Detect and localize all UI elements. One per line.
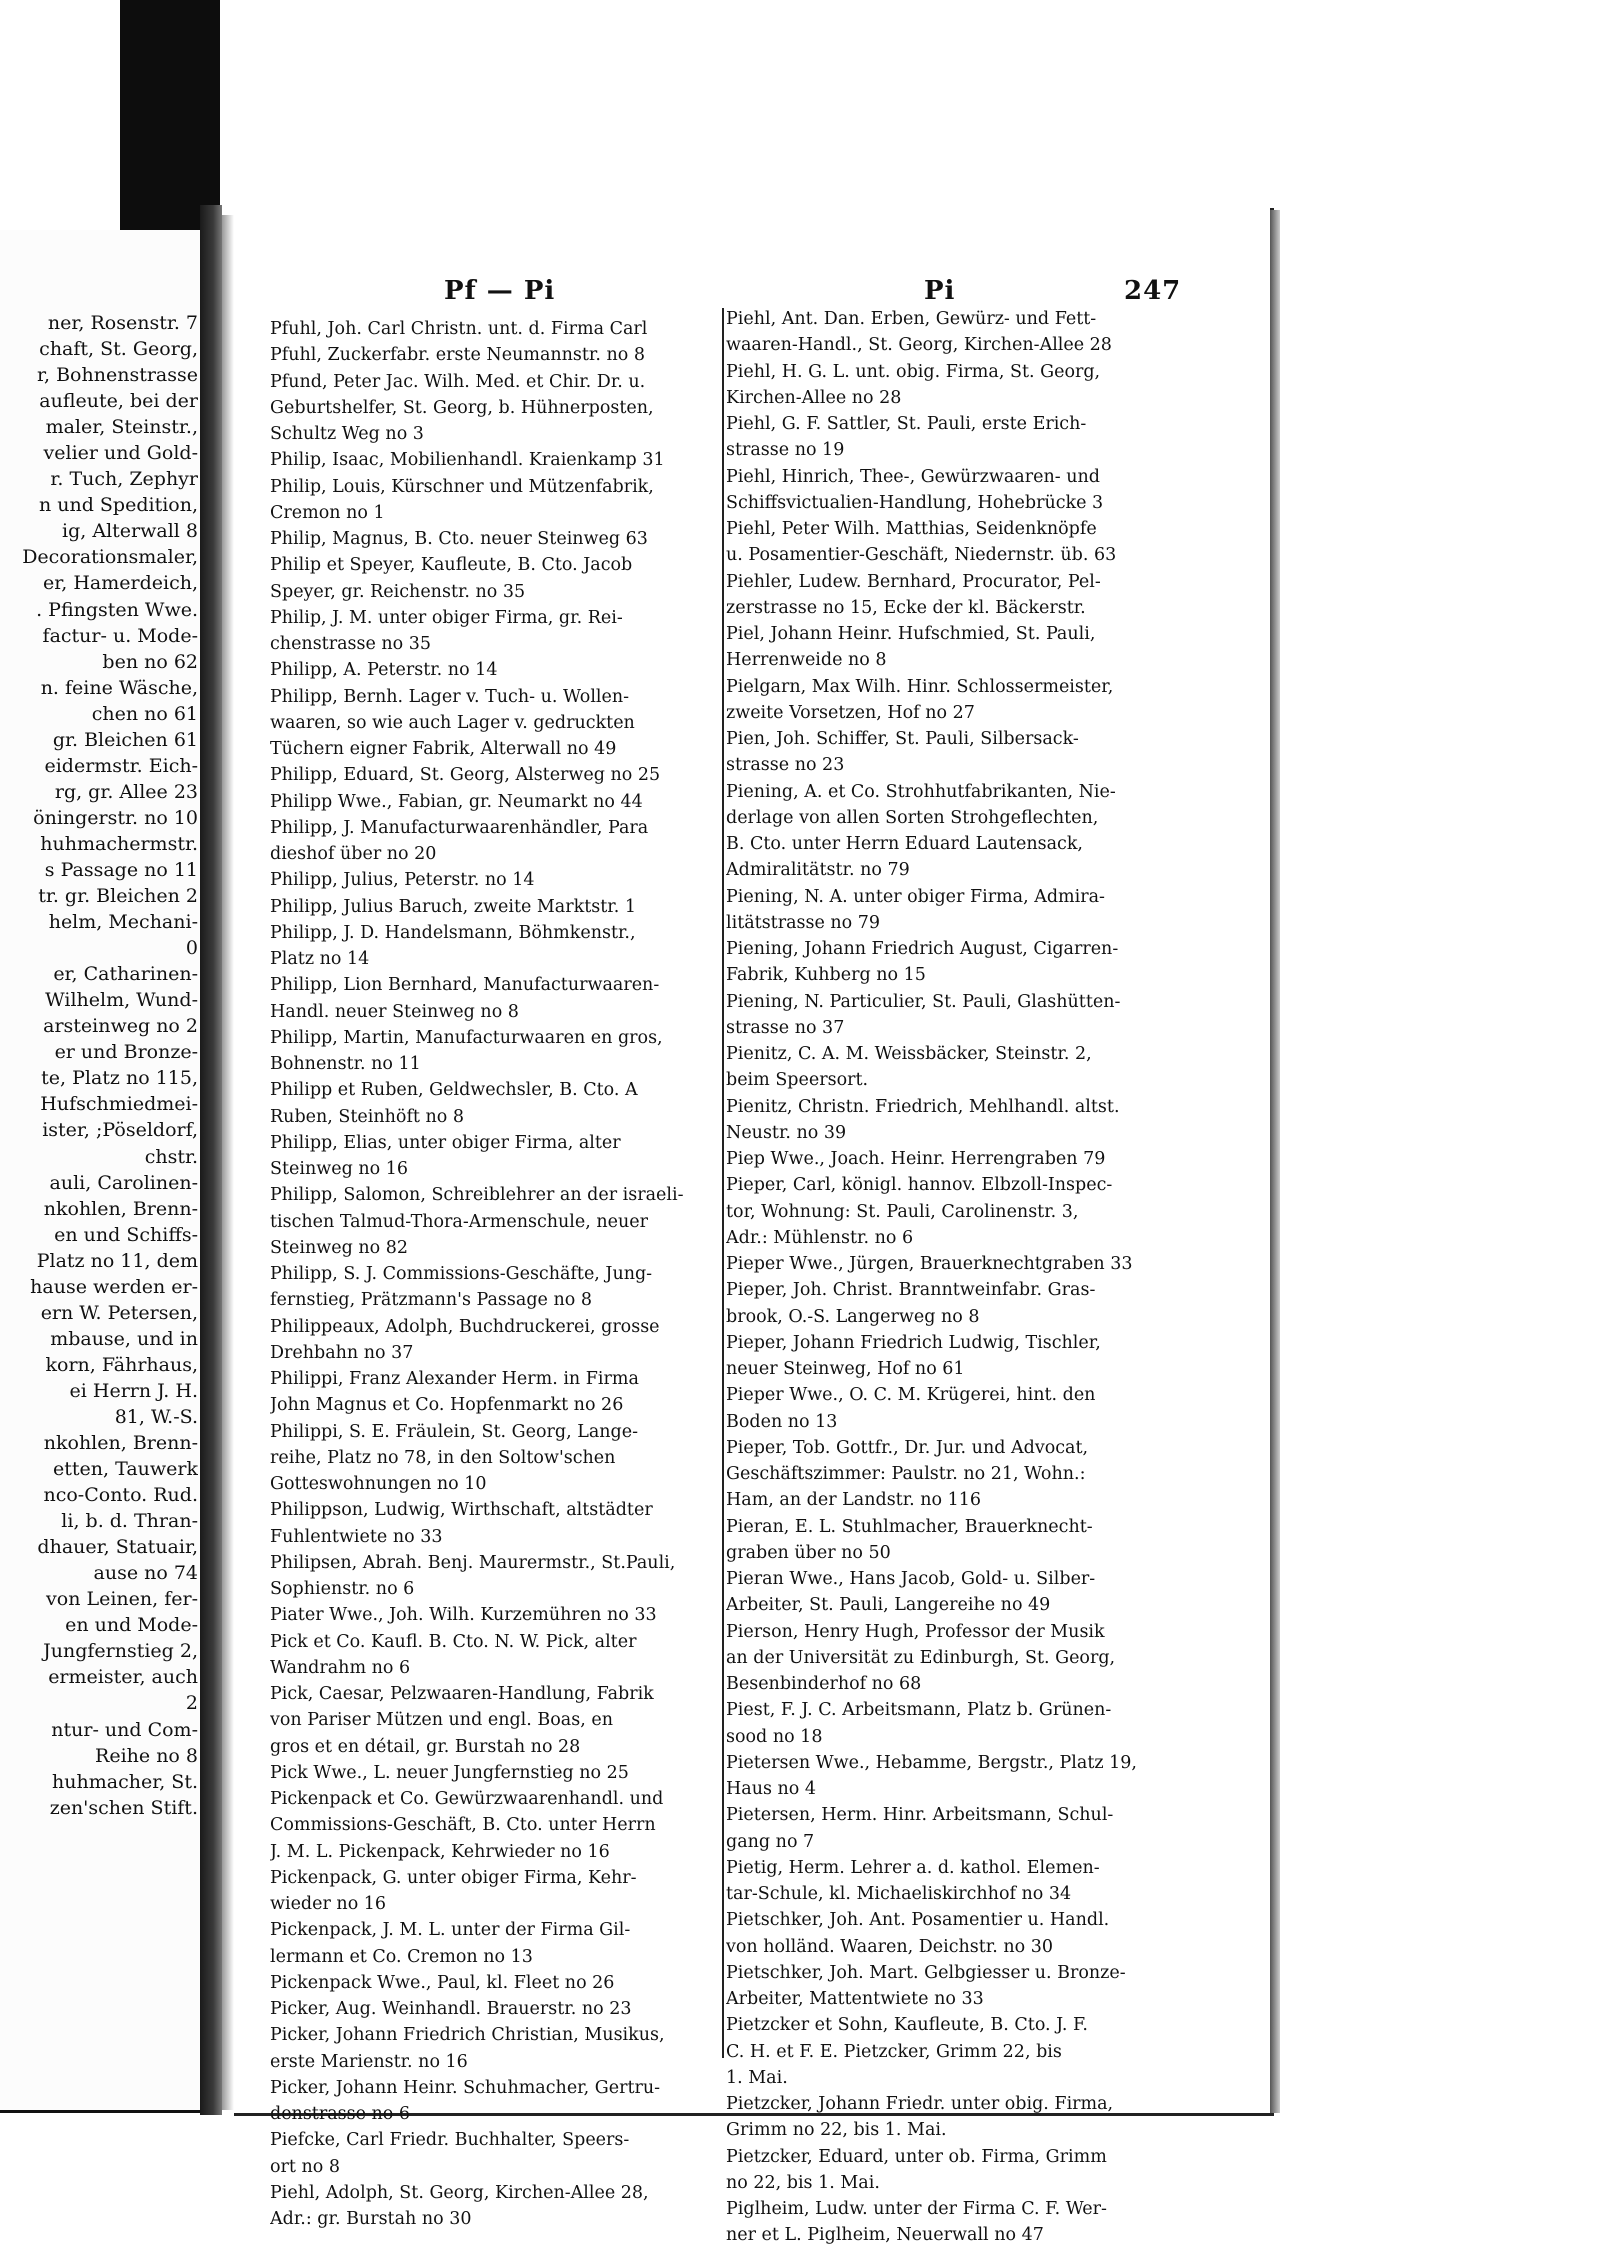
directory-entry-line: strasse no 23 [726, 755, 845, 776]
directory-entry-line: Tüchern eigner Fabrik, Alterwall no 49 [270, 739, 617, 759]
directory-entry-line: Haus no 4 [726, 1779, 817, 1799]
left-fragment-line: mbause, und in [50, 1327, 198, 1350]
left-fragment-line: huhmachermstr. [40, 832, 198, 855]
directory-entry-line: Piehl, Adolph, St. Georg, Kirchen-Allee 28, [270, 2182, 649, 2203]
left-fragment-line: en und Mode- [65, 1614, 198, 1637]
directory-entry-line: reihe, Platz no 78, in den Soltow'schen [270, 1447, 616, 1468]
directory-entry-line: Drehbahn no 37 [270, 1342, 414, 1363]
directory-entry-line: ort no 8 [270, 2156, 340, 2177]
directory-entry-line: Philip, Magnus, B. Cto. neuer Steinweg 63 [270, 529, 648, 549]
left-fragment-line: li, b. d. Thran- [61, 1510, 198, 1533]
directory-entry-line: Platz no 14 [270, 949, 370, 969]
left-fragment-line: Reihe no 8 [95, 1744, 198, 1767]
directory-entry-line: Piefcke, Carl Friedr. Buchhalter, Speers- [270, 2130, 630, 2151]
directory-entry-line: tar-Schule, kl. Michaeliskirchhof no 34 [726, 1884, 1072, 1904]
directory-entry-line: Philip et Speyer, Kaufleute, B. Cto. Jacob [270, 555, 633, 576]
left-fragment-line: korn, Fährhaus, [45, 1353, 198, 1376]
left-fragment-line: n und Spedition, [38, 494, 198, 517]
directory-entry-line: gros et en détail, gr. Burstah no 28 [270, 1736, 581, 1757]
directory-entry-line: Pietig, Herm. Lehrer a. d. kathol. Elemen- [726, 1857, 1100, 1878]
directory-entry-line: Admiralitätstr. no 79 [726, 860, 910, 881]
directory-entry-line: Pieper, Johann Friedrich Ludwig, Tischler, [726, 1332, 1101, 1353]
left-fragment-line: ause no 74 [93, 1562, 198, 1585]
directory-entry-line: Philip, J. M. unter obiger Firma, gr. Rei- [270, 607, 623, 628]
directory-entry-line: Piening, N. A. unter obiger Firma, Admira- [726, 886, 1105, 907]
directory-entry-line: Pfuhl, Zuckerfabr. erste Neumannstr. no 8 [270, 345, 646, 366]
left-fragment-line: n. feine Wäsche, [40, 676, 198, 699]
left-page-lines [4, 310, 198, 1821]
directory-entry-line: Pieran, E. L. Stuhlmacher, Brauerknecht- [726, 1516, 1093, 1537]
left-fragment-line: factur- u. Mode- [42, 624, 198, 647]
directory-entry-line: Piehl, Hinrich, Thee-, Gewürzwaaren- und [726, 466, 1100, 487]
directory-entry-line: Pickenpack Wwe., Paul, kl. Fleet no 26 [270, 1972, 615, 1993]
directory-entry-line: Philipp, J. Manufacturwaarenhändler, Para [270, 817, 649, 838]
directory-entry-line: neuer Steinweg, Hof no 61 [726, 1359, 965, 1379]
left-page-fragment [0, 230, 200, 2113]
directory-entry-line: Arbeiter, St. Pauli, Langereihe no 49 [726, 1595, 1051, 1616]
page-number: 247 [1124, 276, 1182, 306]
right-page [234, 208, 1274, 2246]
directory-entry-line: Arbeiter, Mattentwiete no 33 [726, 1989, 984, 2009]
directory-entry-line: waaren, so wie auch Lager v. gedruckten [270, 712, 635, 733]
directory-entry-line: Neustr. no 39 [726, 1122, 847, 1143]
left-fragment-line: Platz no 11, dem [36, 1249, 198, 1272]
directory-entry-line: C. H. et F. E. Pietzcker, Grimm 22, bis [726, 2041, 1062, 2062]
left-fragment-line: ig, Alterwall 8 [62, 520, 198, 543]
directory-entry-line: Philip, Louis, Kürschner und Mützenfabrik, [270, 476, 654, 497]
directory-entry-line: Philipp et Ruben, Geldwechsler, B. Cto. A [270, 1080, 638, 1101]
left-fragment-line: gr. Bleichen 61 [52, 728, 198, 751]
left-fragment-line: 0 [185, 937, 198, 960]
directory-entry-line: Adr.: Mühlenstr. no 6 [726, 1227, 914, 1248]
left-fragment-line: nco-Conto. Rud. [43, 1484, 198, 1507]
directory-entry-line: Steinweg no 82 [270, 1237, 408, 1258]
directory-entry-line: ner et L. Piglheim, Neuerwall no 47 [726, 2225, 1044, 2246]
left-fragment-line: tr. gr. Bleichen 2 [38, 885, 198, 908]
directory-entry-line: gang no 7 [726, 1831, 815, 1852]
directory-entry-line: Piehl, G. F. Sattler, St. Pauli, erste Erich- [726, 414, 1087, 434]
directory-entry-line: Picker, Johann Heinr. Schuhmacher, Gertru- [270, 2077, 661, 2098]
left-fragment-line: chen no 61 [91, 702, 198, 725]
directory-entry-line: derlage von allen Sorten Strohgeflechten, [726, 807, 1099, 828]
directory-entry-line: Fabrik, Kuhberg no 15 [726, 965, 926, 986]
directory-entry-line: chenstrasse no 35 [270, 634, 432, 654]
left-fragment-line: velier und Gold- [43, 442, 198, 465]
directory-entry-line: Philippson, Ludwig, Wirthschaft, altstädter [270, 1500, 653, 1521]
directory-entry-line: Herrenweide no 8 [726, 650, 887, 671]
directory-entry-line: Ruben, Steinhöft no 8 [270, 1106, 465, 1127]
running-head-right: Pi [924, 276, 956, 306]
directory-entry-line: tor, Wohnung: St. Pauli, Carolinenstr. 3, [726, 1201, 1079, 1222]
directory-entry-line: Philippi, Franz Alexander Herm. in Firma [270, 1369, 639, 1389]
directory-entry-line: Pickenpack, J. M. L. unter der Firma Gil- [270, 1920, 631, 1941]
left-fragment-line: ntur- und Com- [51, 1718, 198, 1741]
left-fragment-line: chstr. [144, 1145, 198, 1168]
directory-entry-line: J. M. L. Pickenpack, Kehrwieder no 16 [270, 1841, 610, 1862]
directory-entry-line: Philipp, Eduard, St. Georg, Alsterweg no 25 [270, 765, 661, 786]
directory-entry-line: Picker, Johann Friedrich Christian, Musikus, [270, 2025, 665, 2046]
directory-entry-line: strasse no 19 [726, 440, 845, 461]
left-fragment-line: aufleute, bei der [39, 390, 198, 413]
directory-entry-line: Philipp Wwe., Fabian, gr. Neumarkt no 44 [270, 791, 643, 812]
directory-entry-line: Piening, A. et Co. Strohhutfabrikanten, Nie- [726, 781, 1116, 802]
left-fragment-line: Wilhelm, Wund- [45, 989, 198, 1012]
left-fragment-line: er, Hamerdeich, [43, 572, 198, 595]
directory-entry-line: Pieper, Joh. Christ. Branntweinfabr. Gras- [726, 1280, 1096, 1301]
directory-entry-line: beim Speersort. [726, 1070, 869, 1091]
directory-entry-line: sood no 18 [726, 1726, 823, 1747]
directory-entry-line: Pietschker, Joh. Mart. Gelbgiesser u. Bronze- [726, 1962, 1126, 1983]
directory-entry-line: strasse no 37 [726, 1017, 845, 1038]
directory-entry-line: Pieper Wwe., O. C. M. Krügerei, hint. den [726, 1385, 1096, 1406]
left-fragment-line: ister, ;Pöseldorf, [42, 1119, 198, 1142]
directory-entry-line: von Pariser Mützen und engl. Boas, en [270, 1710, 613, 1731]
directory-entry-line: zerstrasse no 15, Ecke der kl. Bäckerstr. [726, 597, 1086, 618]
directory-entry-line: Pietzcker, Johann Friedr. unter obig. Firma, [726, 2094, 1114, 2114]
directory-entry-line: Pierson, Henry Hugh, Professor der Musik [726, 1621, 1105, 1642]
directory-entry-line: denstrasse no 6 [270, 2104, 411, 2124]
directory-entry-line: Philippeaux, Adolph, Buchdruckerei, grosse [270, 1316, 660, 1337]
left-fragment-line: 2 [185, 1692, 198, 1715]
directory-column-right [726, 306, 1226, 2249]
directory-entry-line: Pien, Joh. Schiffer, St. Pauli, Silbersack- [726, 729, 1079, 749]
directory-entry-line: lermann et Co. Cremon no 13 [270, 1946, 533, 1967]
book-spine [120, 0, 220, 240]
left-fragment-line: auli, Carolinen- [49, 1171, 198, 1194]
directory-entry-line: Piehl, Peter Wilh. Matthias, Seidenknöpfe [726, 519, 1097, 539]
left-fragment-line: etten, Tauwerk [53, 1458, 198, 1481]
directory-entry-line: Piening, N. Particulier, St. Pauli, Glashütten- [726, 991, 1121, 1012]
directory-entry-line: Pfuhl, Joh. Carl Christn. unt. d. Firma Carl [270, 319, 648, 339]
directory-entry-line: Philippi, S. E. Fräulein, St. Georg, Lange- [270, 1421, 639, 1442]
directory-entry-line: Philipp, Julius, Peterstr. no 14 [270, 870, 535, 891]
directory-entry-line: Adr.: gr. Burstah no 30 [270, 2209, 472, 2229]
directory-entry-line: dieshof über no 20 [270, 844, 437, 864]
directory-entry-line: Pickenpack, G. unter obiger Firma, Kehr- [270, 1867, 637, 1888]
left-fragment-line: dhauer, Statuair, [37, 1536, 198, 1559]
directory-entry-line: Schiffsvictualien-Handlung, Hohebrücke 3 [726, 492, 1104, 513]
directory-entry-line: Philipp, J. D. Handelsmann, Böhmkenstr., [270, 922, 636, 943]
directory-entry-line: Besenbinderhof no 68 [726, 1674, 922, 1694]
left-fragment-line: von Leinen, fer- [46, 1588, 198, 1611]
directory-entry-line: Pielgarn, Max Wilh. Hinr. Schlossermeister, [726, 676, 1114, 697]
left-fragment-line: Jungfernstieg 2, [43, 1640, 198, 1663]
directory-entry-line: Handl. neuer Steinweg no 8 [270, 1001, 519, 1022]
directory-entry-line: Pieran Wwe., Hans Jacob, Gold- u. Silber- [726, 1569, 1096, 1589]
directory-entry-line: Philipsen, Abrah. Benj. Maurermstr., St.Pauli, [270, 1552, 676, 1573]
directory-entry-line: Philipp, Salomon, Schreiblehrer an der israeli- [270, 1185, 684, 1206]
book-gutter [200, 205, 222, 2115]
left-fragment-line: ei Herrn J. H. [69, 1379, 198, 1402]
directory-entry-line: Piater Wwe., Joh. Wilh. Kurzemühren no 33 [270, 1605, 657, 1626]
directory-entry-line: Steinweg no 16 [270, 1159, 408, 1179]
directory-entry-line: Philip, Isaac, Mobilienhandl. Kraienkamp 31 [270, 450, 665, 471]
directory-entry-line: Pietschker, Joh. Ant. Posamentier u. Handl. [726, 1910, 1110, 1931]
left-fragment-line: helm, Mechani- [48, 911, 198, 934]
directory-entry-line: wieder no 16 [270, 1894, 387, 1914]
directory-entry-line: Speyer, gr. Reichenstr. no 35 [270, 581, 526, 602]
directory-entry-line: Geschäftszimmer: Paulstr. no 21, Wohn.: [726, 1464, 1086, 1484]
directory-entry-line: Piehl, Ant. Dan. Erben, Gewürz- und Fett- [726, 309, 1097, 329]
directory-entry-line: Philipp, Lion Bernhard, Manufacturwaaren- [270, 975, 660, 996]
left-fragment-line: . Pfingsten Wwe. [36, 598, 198, 621]
directory-entry-line: von holländ. Waaren, Deichstr. no 30 [726, 1936, 1054, 1957]
left-fragment-line: hause werden er- [30, 1275, 198, 1298]
page-edge [1270, 210, 1280, 2113]
left-fragment-line: r, Bohnenstrasse [37, 364, 198, 387]
directory-entry-line: Philipp, Martin, Manufacturwaaren en gros, [270, 1027, 663, 1048]
left-fragment-line: ben no 62 [102, 650, 198, 673]
directory-entry-line: Picker, Aug. Weinhandl. Brauerstr. no 23 [270, 1999, 632, 2019]
left-fragment-line: zen'schen Stift. [49, 1796, 198, 1819]
directory-entry-line: Sophienstr. no 6 [270, 1579, 415, 1599]
directory-entry-line: John Magnus et Co. Hopfenmarkt no 26 [270, 1395, 624, 1416]
directory-entry-line: Gotteswohnungen no 10 [270, 1474, 487, 1494]
directory-entry-line: Geburtshelfer, St. Georg, b. Hühnerposten, [270, 397, 654, 418]
left-fragment-line: s Passage no 11 [44, 858, 198, 881]
left-fragment-line: er, Catharinen- [53, 963, 198, 986]
left-fragment-line: ner, Rosenstr. 7 [47, 312, 198, 334]
directory-entry-line: litätstrasse no 79 [726, 912, 881, 933]
directory-entry-line: Piel, Johann Heinr. Hufschmied, St. Pauli, [726, 624, 1096, 644]
directory-entry-line: Philipp, Elias, unter obiger Firma, alter [270, 1132, 621, 1153]
left-fragment-line: ermeister, auch [48, 1666, 198, 1689]
directory-entry-line: Pickenpack et Co. Gewürzwaarenhandl. und [270, 1789, 664, 1809]
left-fragment-line: te, Platz no 115, [41, 1067, 198, 1090]
directory-entry-line: Pieper, Carl, königl. hannov. Elbzoll-Inspec- [726, 1175, 1113, 1196]
left-fragment-line: nkohlen, Brenn- [43, 1432, 198, 1455]
left-fragment-line: 81, W.-S. [114, 1405, 198, 1428]
directory-entry-line: erste Marienstr. no 16 [270, 2051, 468, 2072]
left-fragment-line: nkohlen, Brenn- [43, 1197, 198, 1220]
directory-entry-line: Commissions-Geschäft, B. Cto. unter Herrn [270, 1815, 656, 1836]
running-head-left: Pf — Pi [444, 276, 556, 306]
left-fragment-line: rg, gr. Allee 23 [54, 780, 198, 803]
directory-entry-line: Piening, Johann Friedrich August, Cigarren- [726, 939, 1119, 959]
directory-entry-line: Boden no 13 [726, 1411, 838, 1432]
directory-entry-line: Cremon no 1 [270, 502, 385, 523]
directory-entry-line: zweite Vorsetzen, Hof no 27 [726, 702, 975, 723]
directory-column-left [270, 316, 752, 2232]
directory-entry-line: fernstieg, Prätzmann's Passage no 8 [270, 1290, 592, 1311]
directory-entry-line: no 22, bis 1. Mai. [726, 2172, 880, 2193]
directory-entry-line: 1. Mai. [726, 2067, 788, 2088]
directory-entry-line: Pietzcker et Sohn, Kaufleute, B. Cto. J. F. [726, 2015, 1088, 2036]
directory-entry-line: Piglheim, Ludw. unter der Firma C. F. Wer- [726, 2199, 1107, 2219]
left-fragment-line: r. Tuch, Zephyr [50, 468, 198, 491]
directory-entry-line: Pienitz, C. A. M. Weissbäcker, Steinstr. 2, [726, 1044, 1092, 1064]
directory-entry-line: Piest, F. J. C. Arbeitsmann, Platz b. Grünen- [726, 1700, 1112, 1721]
directory-entry-line: Pick Wwe., L. neuer Jungfernstieg no 25 [270, 1762, 629, 1783]
directory-entry-line: Pietzcker, Eduard, unter ob. Firma, Grimm [726, 2146, 1107, 2167]
left-fragment-line: ern W. Petersen, [40, 1301, 198, 1324]
directory-entry-line: Philipp, S. J. Commissions-Geschäfte, Jung- [270, 1264, 653, 1284]
gutter-shadow [222, 215, 234, 2110]
left-fragment-line: öningerstr. no 10 [33, 806, 198, 829]
directory-entry-line: an der Universität zu Edinburgh, St. Georg, [726, 1647, 1116, 1668]
directory-entry-line: Pick, Caesar, Pelzwaaren-Handlung, Fabrik [270, 1684, 654, 1704]
left-fragment-line: Hufschmiedmei- [40, 1093, 198, 1116]
directory-entry-line: Philipp, A. Peterstr. no 14 [270, 660, 498, 681]
directory-entry-line: Philipp, Julius Baruch, zweite Marktstr. 1 [270, 896, 636, 917]
left-fragment-line: arsteinweg no 2 [43, 1015, 198, 1038]
directory-entry-line: waaren-Handl., St. Georg, Kirchen-Allee 28 [726, 335, 1112, 356]
directory-entry-line: Pietersen, Herm. Hinr. Arbeitsmann, Schul- [726, 1805, 1114, 1826]
directory-entry-line: Pieper Wwe., Jürgen, Brauerknechtgraben 33 [726, 1254, 1133, 1274]
directory-entry-line: Piep Wwe., Joach. Heinr. Herrengraben 79 [726, 1149, 1106, 1169]
directory-entry-line: Pietersen Wwe., Hebamme, Bergstr., Platz 19, [726, 1752, 1137, 1773]
left-fragment-line: er und Bronze- [54, 1041, 198, 1064]
left-fragment-line: huhmacher, St. [52, 1770, 198, 1793]
directory-entry-line: Pick et Co. Kaufl. B. Cto. N. W. Pick, alter [270, 1631, 637, 1652]
directory-entry-line: Kirchen-Allee no 28 [726, 387, 902, 408]
directory-entry-line: Piehl, H. G. L. unt. obig. Firma, St. Georg, [726, 361, 1101, 382]
directory-entry-line: Schultz Weg no 3 [270, 424, 424, 444]
directory-entry-line: Bohnenstr. no 11 [270, 1054, 421, 1074]
directory-entry-line: u. Posamentier-Geschäft, Niedernstr. üb. 63 [726, 545, 1117, 566]
directory-entry-line: Pfund, Peter Jac. Wilh. Med. et Chir. Dr. u. [270, 371, 646, 392]
directory-entry-line: Wandrahm no 6 [270, 1657, 411, 1678]
left-fragment-line: maler, Steinstr., [45, 416, 198, 439]
left-fragment-line: Decorationsmaler, [22, 546, 198, 569]
directory-entry-line: Fuhlentwiete no 33 [270, 1526, 443, 1547]
left-fragment-line: eidermstr. Eich- [44, 754, 198, 777]
directory-entry-line: graben über no 50 [726, 1542, 891, 1563]
left-fragment-line: en und Schiffs- [54, 1223, 198, 1246]
directory-entry-line: tischen Talmud-Thora-Armenschule, neuer [270, 1211, 649, 1232]
directory-entry-line: Grimm no 22, bis 1. Mai. [726, 2120, 947, 2141]
directory-entry-line: Philipp, Bernh. Lager v. Tuch- u. Wollen- [270, 686, 630, 707]
directory-entry-line: Piehler, Ludew. Bernhard, Procurator, Pel- [726, 571, 1101, 592]
left-fragment-line: chaft, St. Georg, [39, 338, 198, 361]
directory-entry-line: B. Cto. unter Herrn Eduard Lautensack, [726, 834, 1083, 854]
directory-entry-line: Pienitz, Christn. Friedrich, Mehlhandl. altst. [726, 1096, 1120, 1117]
directory-entry-line: brook, O.-S. Langerweg no 8 [726, 1306, 980, 1327]
directory-entry-line: Pieper, Tob. Gottfr., Dr. Jur. und Advocat, [726, 1437, 1089, 1458]
directory-entry-line: Ham, an der Landstr. no 116 [726, 1490, 982, 1511]
